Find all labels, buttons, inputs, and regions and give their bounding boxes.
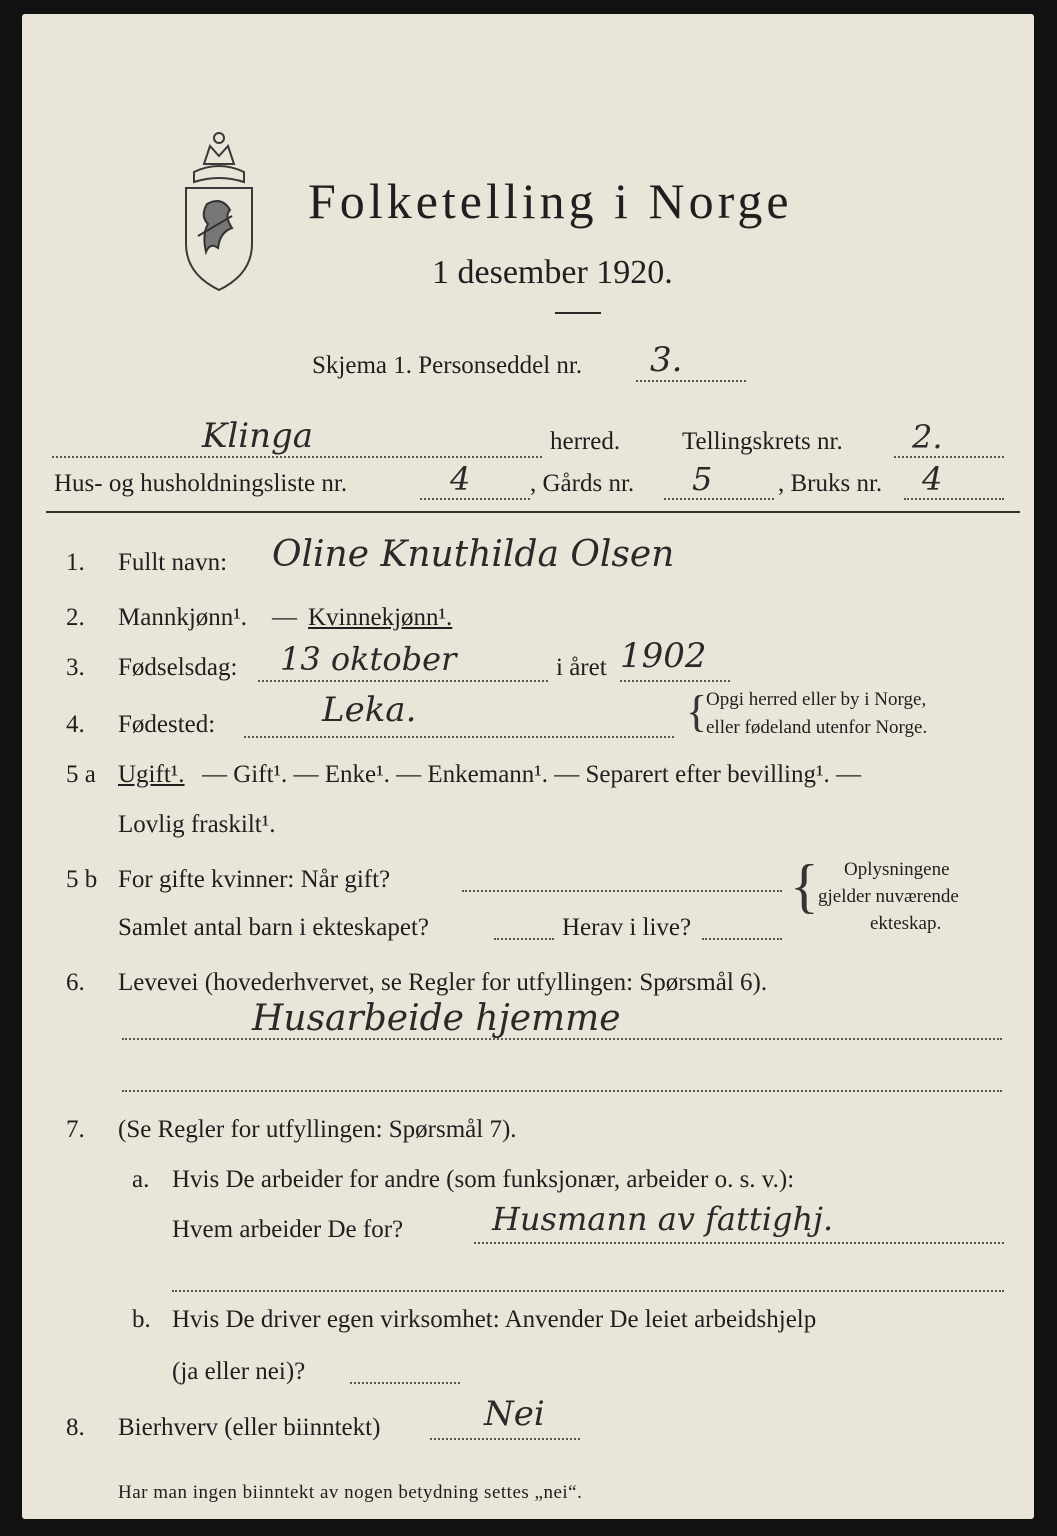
q4-label: Fødested:	[118, 711, 216, 738]
sex-separator: —	[272, 604, 297, 631]
female-option[interactable]: Kvinnekjønn¹.	[308, 604, 453, 631]
children-count-label: Samlet antal barn i ekteskapet?	[118, 914, 429, 941]
q8-number: 8.	[66, 1414, 85, 1441]
birthplace-value[interactable]: Leka.	[322, 690, 417, 730]
q7b-text: Hvis De driver egen virksomhet: Anvender De leiet arbeidshjelp	[172, 1306, 817, 1333]
side-income-value[interactable]: Nei	[484, 1394, 545, 1434]
husliste-label: Hus- og husholdningsliste nr.	[54, 470, 348, 497]
herred-label: herred.	[550, 428, 621, 455]
birth-year-value[interactable]: 1902	[620, 636, 707, 676]
gards-value[interactable]: 5	[692, 460, 713, 498]
marital-options[interactable]: — Gift¹. — Enke¹. — Enkemann¹. — Separert efter bevilling¹. —	[202, 761, 861, 788]
q7b-letter: b.	[132, 1306, 151, 1333]
section-divider	[46, 511, 1020, 513]
q5a-number: 5 a	[66, 761, 96, 788]
divorced-option[interactable]: Lovlig fraskilt¹.	[118, 811, 276, 838]
q7a-text: Hvis De arbeider for andre (som funksjonær, arbeider o. s. v.):	[172, 1166, 795, 1193]
marriage-note-2: gjelder nuværende	[818, 886, 959, 907]
title-divider	[555, 312, 601, 314]
herred-value[interactable]: Klinga	[202, 416, 314, 456]
employer-value[interactable]: Husmann av fattighj.	[492, 1200, 834, 1238]
coat-of-arms-icon	[172, 124, 267, 294]
birthplace-note-2: eller fødeland utenfor Norge.	[706, 717, 928, 738]
marriage-note-1: Oplysningene	[844, 859, 950, 880]
q8-label: Bierhverv (eller biinntekt)	[118, 1414, 381, 1441]
q7-label: (Se Regler for utfyllingen: Spørsmål 7).	[118, 1116, 517, 1143]
q6-number: 6.	[66, 969, 85, 996]
unmarried-option[interactable]: Ugift¹.	[118, 761, 185, 788]
q3-label: Fødselsdag:	[118, 654, 238, 681]
marriage-note-3: ekteskap.	[870, 913, 942, 934]
bruks-label: , Bruks nr.	[778, 470, 883, 497]
birthplace-note-1: Opgi herred eller by i Norge,	[706, 689, 927, 710]
q1-number: 1.	[66, 549, 85, 576]
footer-note: Har man ingen biinntekt av nogen betydning settes „nei“.	[118, 1482, 583, 1503]
full-name-value[interactable]: Oline Knuthilda Olsen	[272, 534, 675, 575]
tellingskrets-label: Tellingskrets nr.	[682, 428, 843, 455]
q6-label: Levevei (hovederhvervet, se Regler for utfyllingen: Spørsmål 6).	[118, 969, 768, 996]
hired-help-label: (ja eller nei)?	[172, 1358, 306, 1385]
census-form: Folketelling i Norge 1 desember 1920. Skjema 1. Personseddel nr. 3. Klinga herred. Tellingskrets nr. 2. Hus- og husholdningsliste nr. 4 , Gårds nr. 5 , Bruks nr. 4 1. Fullt navn: Oline Knuthilda Olsen 2. Mannkjønn¹. — Kvinnekjønn¹. 3. Fødselsdag: 13 oktober i året 1902 4. Fødested: Leka. { Opgi herred eller by i Norge, eller fødeland utenfor Norge. 5 a Ugift¹. — Gift¹. — Enke¹. — Enkemann¹. — Separert efter bevilling¹. — Lovlig fraskilt¹. 5 b For gifte kvinner: Når gift? Samlet antal barn i ekteskapet? Herav i live? { Oplysningene gjelder nuværende ekteskap. 6. Levevei (hovederhvervet, se Regler for utfyllingen: Spørsmål 6). Husarbeide hjemme 7. (Se Regler for utfyllingen: Spørsmål 7). a. Hvis De arbeider for andre (som funksjonær, arbeider o. s. v.): Hvem arbeider De for? Husmann av fattighj. b. Hvis De driver egen virksomhet: Anvender De leiet arbeidshjelp (ja eller nei)? 8. Bierhverv (eller biinntekt) Nei Har man ingen biinntekt av nogen betydning settes „nei“.	[22, 14, 1034, 1519]
children-alive-label: Herav i live?	[562, 914, 692, 941]
q5b-number: 5 b	[66, 866, 98, 893]
skjema-label: Skjema 1. Personseddel nr.	[312, 352, 583, 379]
husliste-value[interactable]: 4	[450, 460, 471, 498]
male-option[interactable]: Mannkjønn¹.	[118, 604, 248, 631]
form-title: Folketelling i Norge	[308, 173, 793, 229]
form-date: 1 desember 1920.	[432, 254, 673, 291]
bruks-value[interactable]: 4	[922, 460, 943, 498]
personseddel-number[interactable]: 3.	[650, 340, 683, 380]
when-married-label: For gifte kvinner: Når gift?	[118, 866, 391, 893]
tellingskrets-value[interactable]: 2.	[912, 418, 943, 456]
q3-number: 3.	[66, 654, 85, 681]
gards-label: , Gårds nr.	[530, 470, 635, 497]
q2-number: 2.	[66, 604, 85, 631]
q4-number: 4.	[66, 711, 85, 738]
q1-label: Fullt navn:	[118, 549, 228, 576]
employer-label: Hvem arbeider De for?	[172, 1216, 404, 1243]
occupation-value[interactable]: Husarbeide hjemme	[252, 998, 621, 1039]
q7a-letter: a.	[132, 1166, 150, 1193]
year-label: i året	[556, 654, 607, 681]
birthdate-value[interactable]: 13 oktober	[280, 640, 457, 678]
q7-number: 7.	[66, 1116, 85, 1143]
